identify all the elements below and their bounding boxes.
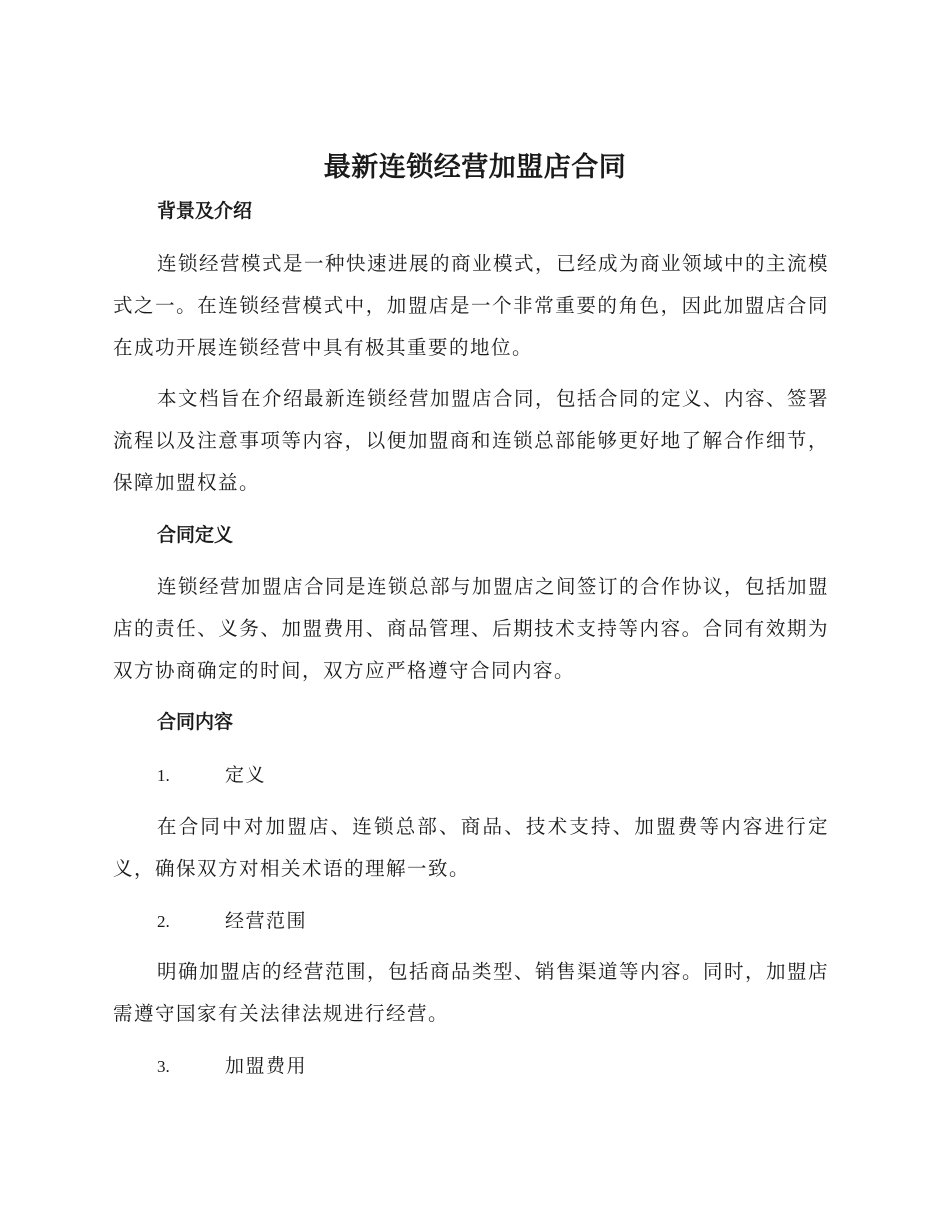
list-item-3 (157, 1052, 307, 1081)
list-item-label: 定义 (225, 764, 267, 786)
section-heading-contents: 合同内容 (157, 711, 234, 733)
section-heading-background: 背景及介绍 (157, 200, 253, 222)
paragraph-background-2: 本文档旨在介绍最新连锁经营加盟店合同，包括合同的定义、内容、签署流程以及注意事项等内容，以便加盟商和连锁总部能够更好地了解合作细节，保障加盟权益。 (113, 387, 830, 494)
list-item-number: 3. (157, 1057, 170, 1076)
list-item-number: 2. (157, 912, 170, 931)
paragraph-definition: 连锁经营加盟店合同是连锁总部与加盟店之间签订的合作协议，包括加盟店的责任、义务、加盟费用、商品管理、后期技术支持等内容。合同有效期为双方协商确定的时间，双方应严格遵守合同内容。 (113, 575, 830, 682)
section-heading-definition: 合同定义 (157, 524, 234, 546)
paragraph-item-1: 在合同中对加盟店、连锁总部、商品、技术支持、加盟费等内容进行定义，确保双方对相关术语的理解一致。 (113, 815, 829, 880)
paragraph-background-1: 连锁经营模式是一种快速进展的商业模式，已经成为商业领域中的主流模式之一。在连锁经营模式中，加盟店是一个非常重要的角色，因此加盟店合同在成功开展连锁经营中具有极其重要的地位。 (113, 252, 830, 359)
list-item-1 (157, 761, 266, 790)
document-title: 最新连锁经营加盟店合同 (323, 152, 627, 183)
paragraph-item-2: 明确加盟店的经营范围，包括商品类型、销售渠道等内容。同时，加盟店需遵守国家有关法律法规进行经营。 (113, 960, 830, 1025)
list-item-label: 加盟费用 (225, 1055, 308, 1077)
list-item-label: 经营范围 (225, 910, 308, 932)
list-item-2 (157, 907, 307, 936)
list-item-number: 1. (157, 766, 170, 785)
